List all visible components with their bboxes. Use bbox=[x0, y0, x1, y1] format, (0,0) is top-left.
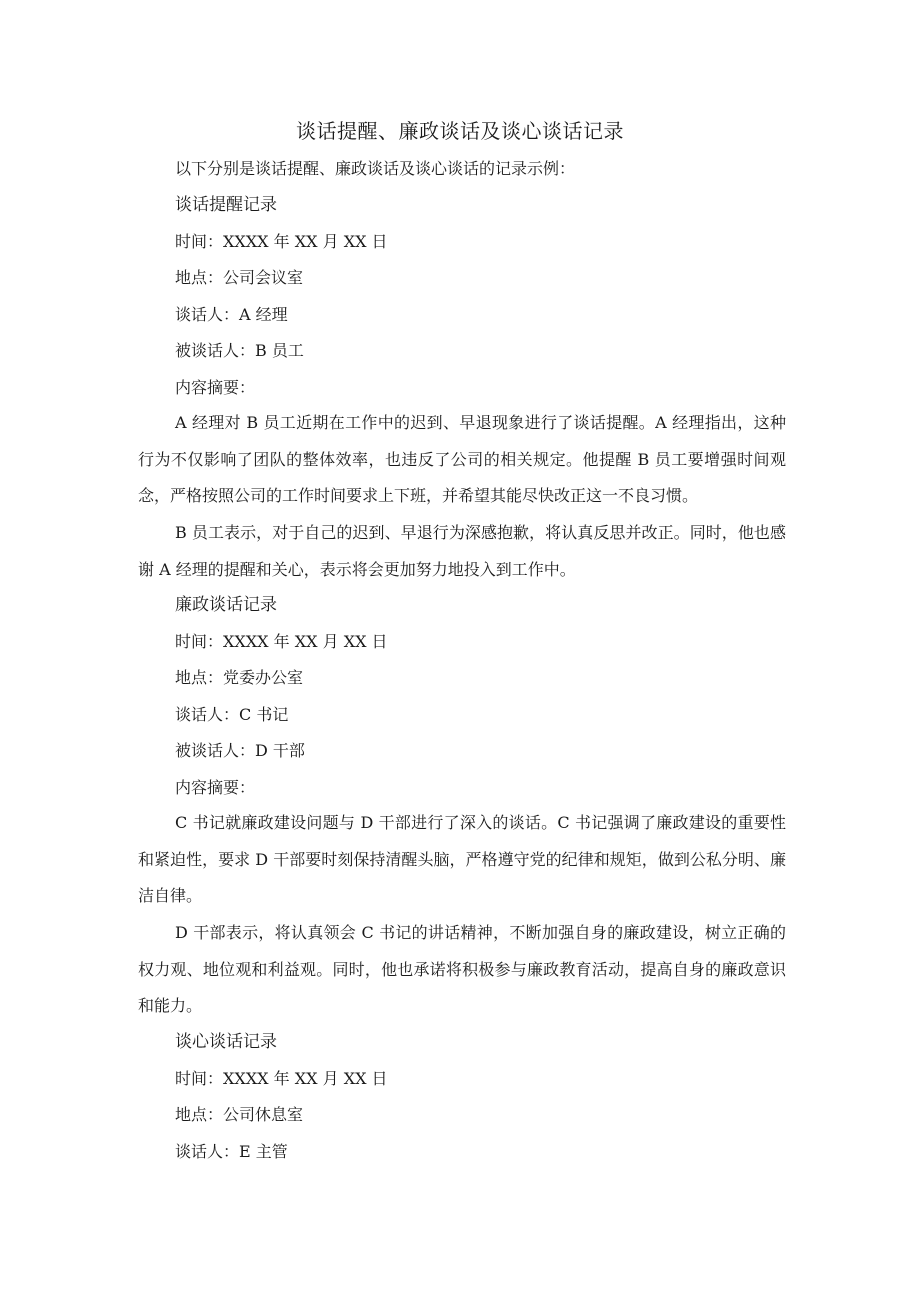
section2-summary-label: 内容摘要： bbox=[175, 778, 256, 797]
section3-place: 地点：公司休息室 bbox=[175, 1105, 304, 1124]
section1-paragraph-1: A 经理对 B 员工近期在工作中的迟到、早退现象进行了谈话提醒。A 经理指出，这种行为不仅影响了团队的整体效率，也违反了公司的相关规定。他提醒 B 员工要增强时间观念，严格按照公司的工作时间要求上下班，并希望其能尽快改正这一不良习惯。 bbox=[138, 413, 786, 505]
section3-time: 时间：XXXX 年 XX 月 XX 日 bbox=[175, 1069, 388, 1088]
section2-time: 时间：XXXX 年 XX 月 XX 日 bbox=[175, 632, 388, 651]
section1-speaker: 谈话人：A 经理 bbox=[175, 305, 288, 324]
section2-paragraph-2: D 干部表示，将认真领会 C 书记的讲话精神，不断加强自身的廉政建设，树立正确的权力观、地位观和利益观。同时，他也承诺将积极参与廉政教育活动，提高自身的廉政意识和能力。 bbox=[138, 923, 786, 1015]
section3-speaker: 谈话人：E 主管 bbox=[175, 1142, 288, 1161]
section2-speaker: 谈话人：C 书记 bbox=[175, 705, 289, 724]
section2-listener: 被谈话人：D 干部 bbox=[175, 741, 305, 760]
section3-heading: 谈心谈话记录 bbox=[175, 1032, 277, 1052]
section1-paragraph-2: B 员工表示，对于自己的迟到、早退行为深感抱歉，将认真反思并改正。同时，他也感谢 A 经理的提醒和关心，表示将会更加努力地投入到工作中。 bbox=[138, 523, 786, 579]
section2-place: 地点：党委办公室 bbox=[175, 668, 304, 687]
section1-summary-label: 内容摘要： bbox=[175, 378, 256, 397]
section1-heading: 谈话提醒记录 bbox=[175, 195, 277, 215]
section1-time: 时间：XXXX 年 XX 月 XX 日 bbox=[175, 232, 388, 251]
section1-place: 地点：公司会议室 bbox=[175, 268, 304, 287]
section2-heading: 廉政谈话记录 bbox=[175, 595, 277, 615]
document-title: 谈话提醒、廉政谈话及谈心谈话记录 bbox=[296, 119, 624, 143]
intro-text: 以下分别是谈话提醒、廉政谈话及谈心谈话的记录示例： bbox=[175, 159, 576, 178]
section2-paragraph-1: C 书记就廉政建设问题与 D 干部进行了深入的谈话。C 书记强调了廉政建设的重要性和紧迫性，要求 D 干部要时刻保持清醒头脑，严格遵守党的纪律和规矩，做到公私分明、廉洁自律。 bbox=[138, 813, 786, 905]
section1-listener: 被谈话人：B 员工 bbox=[175, 341, 304, 360]
